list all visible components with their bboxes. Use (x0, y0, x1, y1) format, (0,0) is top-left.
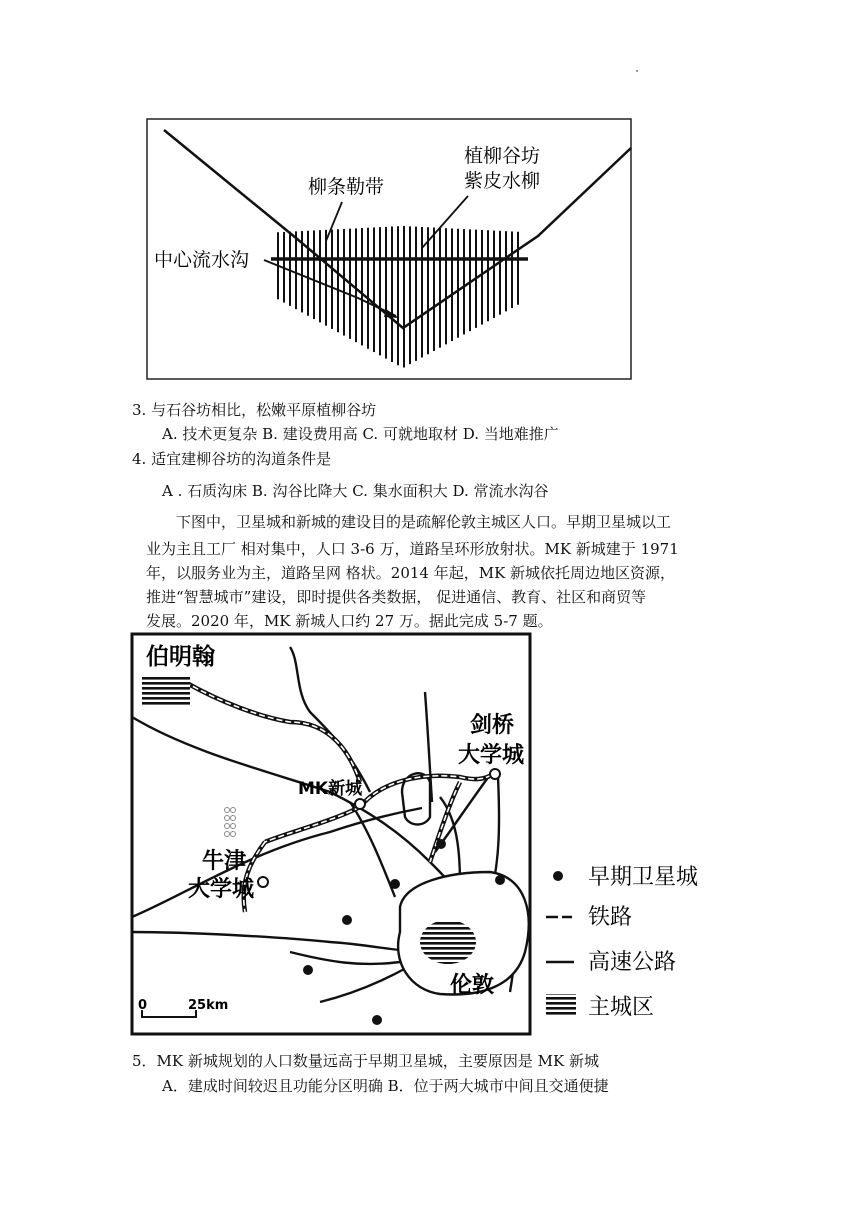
label-london: 伦敦 (450, 973, 495, 998)
q4-options: A . 石质沟床 B. 沟谷比降大 C. 集水面积大 D. 常流水沟谷 (162, 482, 549, 500)
legend-main-city: 主城区 (588, 995, 655, 1020)
label-zhitiao: 柳条勒带 (308, 176, 385, 198)
label-center-channel: 中心流水沟 (154, 249, 250, 271)
birmingham-area (142, 676, 190, 706)
q5-stem: 5．MK 新城规划的人口数量远高于早期卫星城，主要原因是 MK 新城 (132, 1052, 599, 1070)
passage-line-2: 业为主且工厂 相对集中，人口 3-6 万，道路呈环形放射状。MK 新城建于 1971 (146, 540, 679, 558)
passage-line-1: 下图中，卫星城和新城的建设目的是疏解伦敦主城区人口。早期卫星城以工 (176, 513, 672, 531)
london-map (130, 632, 732, 1038)
label-zhiliu-1: 植柳谷坊 (464, 145, 541, 167)
q3-options: A. 技术更复杂 B. 建设费用高 C. 可就地取材 D. 当地难推广 (162, 425, 559, 443)
legend-early-satellite: 早期卫星城 (588, 865, 699, 890)
scale-distance: 25km (188, 998, 229, 1013)
q3-stem: 3. 与石谷坊相比，松嫩平原植柳谷坊 (132, 401, 377, 419)
label-oxford-2: 大学城 (188, 877, 255, 902)
label-cambridge-2: 大学城 (458, 743, 525, 768)
label-cambridge-1: 剑桥 (470, 713, 515, 738)
label-birmingham: 伯明翰 (146, 644, 215, 670)
legend-railway: 铁路 (588, 905, 633, 930)
scale-zero: 0 (138, 998, 148, 1013)
legend-highway: 高速公路 (588, 950, 677, 975)
label-mk: MK新城 (298, 779, 363, 799)
london-area (420, 920, 476, 964)
willow-dam-diagram (146, 118, 633, 381)
dot-artifact (222, 806, 238, 842)
q5-options: A．建成时间较迟且功能分区明确 B．位于两大城市中间且交通便捷 (162, 1077, 609, 1095)
page-dot (636, 70, 638, 72)
passage-line-3: 年，以服务业为主，道路呈网 格状。2014 年起，MK 新城依托周边地区资源， (146, 564, 676, 582)
passage-line-4: 推进“智慧城市”建设，即时提供各类数据， 促进通信、教育、社区和商贸等 (146, 588, 647, 606)
label-oxford-1: 牛津 (202, 849, 247, 874)
passage-line-5: 发展。2020 年，MK 新城人口约 27 万。据此完成 5-7 题。 (146, 612, 553, 630)
q4-stem: 4. 适宜建柳谷坊的沟道条件是 (132, 450, 332, 468)
label-zhiliu-2: 紫皮水柳 (464, 170, 541, 192)
